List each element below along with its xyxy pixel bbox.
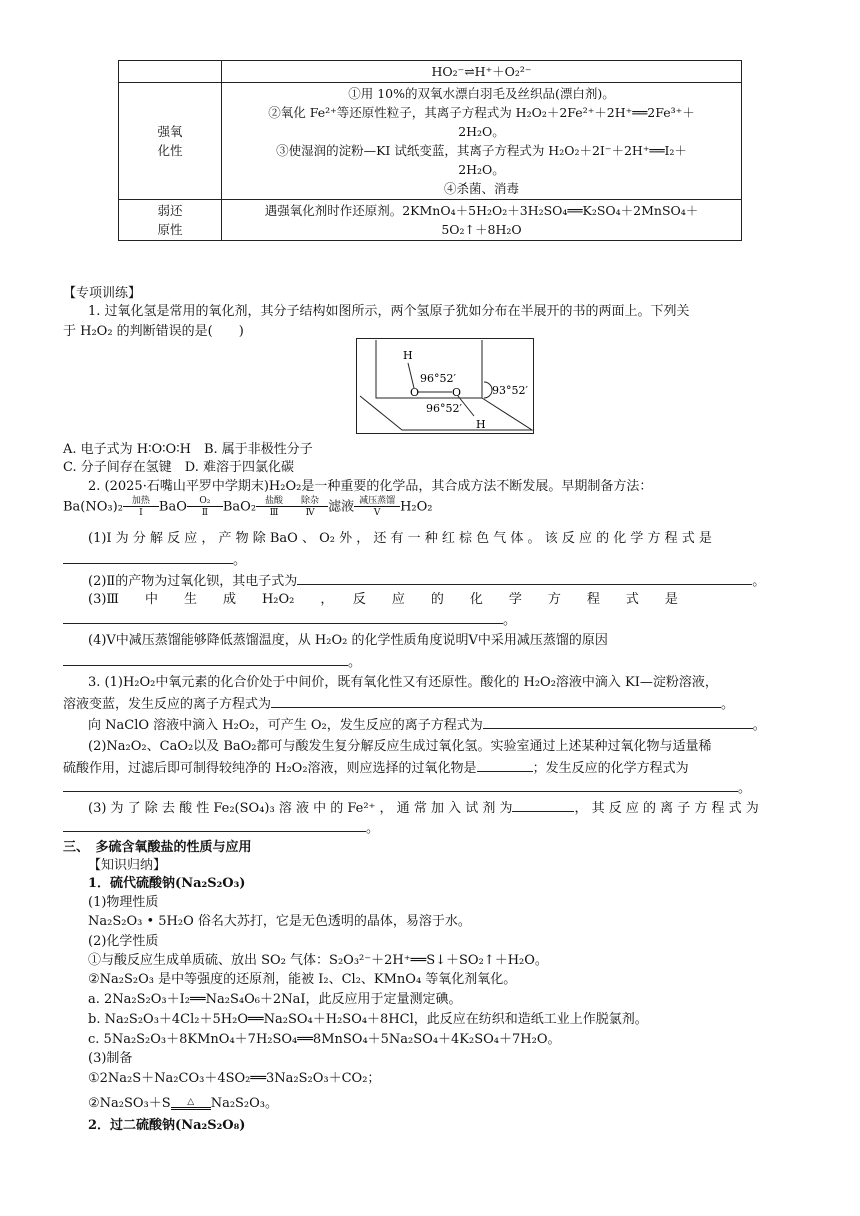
chem-item-a: a. 2Na₂S₂O₃＋I₂══Na₂S₄O₆＋2NaI，此反应用于定量测定碘。 <box>88 992 462 1007</box>
table-row <box>119 83 742 200</box>
text-line: 遇强氧化剂时作还原剂。2KMnO₄＋5H₂O₂＋3H₂SO₄══K₂SO₄＋2MnSO₄＋ <box>264 203 699 218</box>
chem-item-b: b. Na₂S₂O₃＋4Cl₂＋5H₂O══Na₂SO₄＋H₂SO₄＋8HCl，此反应在纺织和造纸工业上作脱氯剂。 <box>88 1012 648 1027</box>
chem-item-c: c. 5Na₂S₂O₃＋8KMnO₄＋7H₂SO₄══8MnSO₄＋5Na₂SO₄＋4K₂SO₄＋7H₂O。 <box>88 1032 561 1047</box>
option-b[interactable]: B. 属于非极性分子 <box>203 442 313 457</box>
table-row <box>119 61 742 83</box>
physical-properties-text: Na₂S₂O₃ • 5H₂O 俗名大苏打，它是无色透明的晶体，易溶于水。 <box>88 914 471 929</box>
option-c[interactable]: C. 分子间存在氢键 <box>63 460 172 475</box>
answer-blank[interactable] <box>512 797 574 812</box>
scheme-substance: BaO₂ <box>222 499 257 515</box>
scheme-arrow: 加热 Ⅰ <box>123 496 159 518</box>
properties-table <box>118 60 742 241</box>
text-line: 2H₂O。 <box>458 124 505 139</box>
section-title: 三、 多硫含氧酸盐的性质与应用 <box>63 840 252 855</box>
text-line: ③使湿润的淀粉—KI 试纸变蓝，其离子方程式为 H₂O₂＋2I⁻＋2H⁺══I₂＋ <box>276 143 687 158</box>
answer-blank[interactable] <box>63 651 348 666</box>
text-line: 5O₂↑＋8H₂O <box>441 222 522 237</box>
answer-blank[interactable] <box>271 693 721 708</box>
subsection-heading-1: 1．硫代硫酸钠(Na₂S₂O₃) <box>88 876 246 891</box>
text-line: 2H₂O。 <box>458 162 505 177</box>
option-d[interactable]: D. 难溶于四氯化碳 <box>184 460 294 475</box>
knowledge-title: 【知识归纳】 <box>88 858 167 873</box>
answer-blank[interactable] <box>63 817 366 832</box>
answer-blank[interactable] <box>63 777 738 792</box>
q3-part3: (3) 为 了 除 去 酸 性 Fe₂(SO₄)₃ 溶 液 中 的 Fe²⁺ ， 通 常 加 入 试 剂 为 ， 其 反 应 的 离 子 方 程 式 为 <box>88 797 828 819</box>
atom-o-left: O <box>410 386 420 399</box>
option-a[interactable]: A. 电子式为 H∶O∶O∶H <box>63 442 191 457</box>
answer-blank[interactable] <box>297 570 752 585</box>
angle-label-1: 96°52′ <box>420 372 456 385</box>
prep-item-2: ②Na₂SO₃＋S △ Na₂S₂O₃。 <box>88 1096 279 1111</box>
text-line: ②氧化 Fe²⁺等还原性粒子，其离子方程式为 H₂O₂＋2Fe²⁺＋2H⁺══2Fe³⁺＋ <box>268 105 695 120</box>
row-label-reducing: 弱还原性 <box>119 200 222 241</box>
chem-item-1: ①与酸反应生成单质硫、放出 SO₂ 气体：S₂O₃²⁻＋2H⁺══S↓＋SO₂↑＋H₂O。 <box>88 953 548 968</box>
q2-stem: 2. (2025·石嘴山平罗中学期末)H₂O₂是一种重要的化学品，其合成方法不断发展。早期制备方法： <box>88 479 653 494</box>
text-line: ①用 10%的双氧水漂白羽毛及丝织品(漂白剂)。 <box>348 86 615 101</box>
angle-label-2: 93°52′ <box>492 384 528 397</box>
q2-part1: (1)Ⅰ 为 分 解 反 应 ， 产 物 除 BaO 、 O₂ 外 ， 还 有 一 种 红 棕 色 气 体 。 该 反 应 的 化 学 方 程 式 是 <box>88 531 712 546</box>
scheme-substance: H₂O₂ <box>400 499 433 515</box>
q2-part3: (3)Ⅲ 中 生 成 H₂O₂ ， 反 应 的 化 学 方 程 式 是 <box>88 592 678 607</box>
answer-blank[interactable] <box>63 549 233 564</box>
atom-h-bottom: H <box>476 418 486 431</box>
q3-part1: 3. (1)H₂O₂中氧元素的化合价处于中间价，既有氧化性又有还原性。酸化的 H₂O₂溶液中滴入 KI—淀粉溶液， <box>88 675 718 690</box>
prep-item-1: ①2Na₂S＋Na₂CO₃＋4SO₂══3Na₂S₂O₃＋CO₂； <box>88 1071 381 1086</box>
answer-blank[interactable] <box>63 609 503 624</box>
q3-part1-naclo: 向 NaClO 溶液中滴入 H₂O₂，可产生 O₂，发生反应的离子方程式为 。 <box>88 714 828 736</box>
scheme-arrow: O₂ Ⅱ <box>187 496 223 518</box>
scheme-arrow: 盐酸 Ⅲ <box>256 496 292 518</box>
training-title: 【专项训练】 <box>63 286 142 301</box>
h2o2-structure-figure <box>356 338 534 434</box>
q1-stem-2: 于 H₂O₂ 的判断错误的是( ) <box>63 324 244 339</box>
physical-properties-heading: (1)物理性质 <box>88 895 159 910</box>
q1-stem: 1. 过氧化氢是常用的氧化剂，其分子结构如图所示，两个氢原子犹如分布在半展开的书的两面上。下列关 <box>88 304 690 319</box>
book-page-back <box>376 340 482 398</box>
table-cell: HO₂⁻⇌H⁺＋O₂²⁻ <box>222 61 742 83</box>
q2-part2: (2)Ⅱ的产物为过氧化钡，其电子式为 。 <box>88 570 828 592</box>
q3-part2-answer: 。 <box>63 777 803 799</box>
table-row <box>119 200 742 241</box>
q1-options-cd <box>63 458 803 478</box>
q2-part4: (4)Ⅴ中减压蒸馏能够降低蒸馏温度，从 H₂O₂ 的化学性质角度说明Ⅴ中采用减压蒸馏的原因 <box>88 633 608 648</box>
heating-equals-sign: △ <box>171 1097 211 1111</box>
table-cell-reducing <box>222 200 742 241</box>
answer-blank[interactable] <box>483 714 753 729</box>
preparation-heading: (3)制备 <box>88 1051 133 1066</box>
q2-part3-answer: 。 <box>63 609 803 631</box>
row-label-oxidizing: 强氧化性 <box>119 83 222 200</box>
chem-item-2: ②Na₂S₂O₃ 是中等强度的还原剂，能被 I₂、Cl₂、KMnO₄ 等氧化剂氧化。 <box>88 972 517 987</box>
answer-blank[interactable] <box>477 757 533 772</box>
bond-h-o <box>408 363 414 388</box>
table-cell-empty <box>119 61 222 83</box>
q3-part2: (2)Na₂O₂、CaO₂以及 BaO₂都可与酸发生复分解反应生成过氧化氢。实验室通过上述某种过氧化物与适量稀 <box>88 739 712 754</box>
q2-scheme <box>63 496 803 526</box>
table-cell-oxidizing <box>222 83 742 200</box>
text-line: ④杀菌、消毒 <box>443 181 519 196</box>
q2-part1-answer: 。 <box>63 549 803 571</box>
scheme-substance: 滤液 <box>328 499 355 515</box>
atom-h-top: H <box>403 349 413 362</box>
scheme-arrow: 减压蒸馏 Ⅴ <box>354 496 400 518</box>
scheme-substance: Ba(NO₃)₂ <box>63 499 123 515</box>
q3-part3-answer: 。 <box>63 817 803 839</box>
q3-part2-cont: 硫酸作用，过滤后即可制得较纯净的 H₂O₂溶液，则应选择的过氧化物是 ；发生反应的化学方程式为 <box>63 757 803 779</box>
chemical-properties-heading: (2)化学性质 <box>88 934 159 949</box>
angle-arc <box>484 382 492 398</box>
scheme-substance: BaO <box>158 499 187 515</box>
q1-options-ab <box>63 440 803 460</box>
scheme-arrow: 除杂 Ⅳ <box>292 496 328 518</box>
q2-part4-answer: 。 <box>63 651 803 673</box>
subsection-heading-2: 2．过二硫酸钠(Na₂S₂O₈) <box>88 1118 246 1133</box>
atom-o-right: O <box>452 386 462 399</box>
q3-part1-cont: 溶液变蓝，发生反应的离子方程式为 。 <box>63 693 803 715</box>
angle-label-3: 96°52′ <box>426 402 462 415</box>
